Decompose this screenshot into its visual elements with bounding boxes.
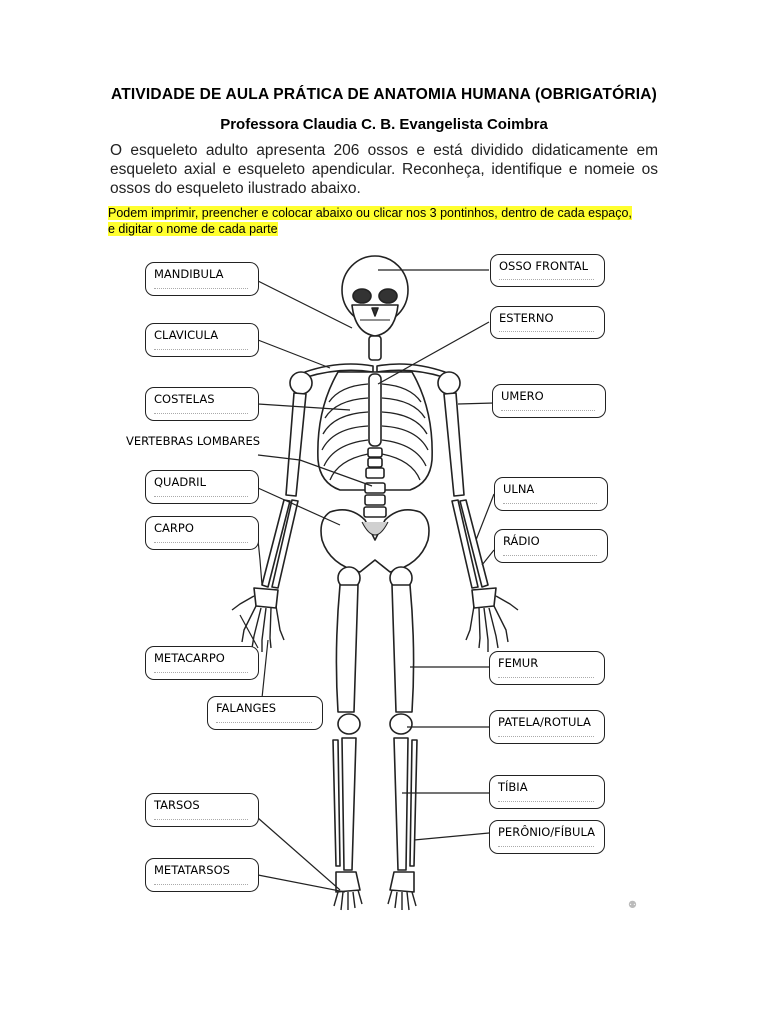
answer-dots <box>154 496 248 497</box>
label-metatarsos: METATARSOS <box>154 863 230 877</box>
label-tibia: TÍBIA <box>498 780 528 794</box>
answer-dots <box>501 410 595 411</box>
label-carpo: CARPO <box>154 521 194 535</box>
label-patela: PATELA/ROTULA <box>498 715 591 729</box>
label-box-peronio[interactable] <box>489 820 605 854</box>
answer-dots <box>498 846 594 847</box>
label-tarsos: TARSOS <box>154 798 200 812</box>
label-box-tibia[interactable] <box>489 775 605 809</box>
page-title: ATIVIDADE DE AULA PRÁTICA DE ANATOMIA HUMANA (OBRIGATÓRIA) <box>110 86 658 103</box>
label-box-quadril[interactable] <box>145 470 259 504</box>
label-box-esterno[interactable] <box>490 306 605 339</box>
hand-right <box>472 588 496 608</box>
instruction-line-1: Podem imprimir, preencher e colocar abaixo ou clicar nos 3 pontinhos, dentro de cada espaço, <box>108 206 632 220</box>
instruction-line-2: e digitar o nome de cada parte <box>108 221 278 236</box>
femur-right <box>392 585 414 712</box>
label-box-femur[interactable] <box>489 651 605 685</box>
pelvis <box>321 510 429 572</box>
label-vertebras-lombares: VERTEBRAS LOMBARES <box>126 434 261 448</box>
answer-dots <box>154 349 248 350</box>
answer-dots <box>154 542 248 543</box>
label-metacarpo: METACARPO <box>154 651 225 665</box>
answer-dots <box>499 279 594 280</box>
label-box-falanges[interactable] <box>207 696 323 730</box>
intro-paragraph: O esqueleto adulto apresenta 206 ossos e está dividido didaticamente em esqueleto axial e esqueleto apendicular. Reconheça, identifique e nomeie os ossos do esqueleto ilustrado abaixo. <box>110 142 658 197</box>
label-box-costelas[interactable] <box>145 387 259 421</box>
label-costelas: COSTELAS <box>154 392 215 406</box>
teacher-name: Professora Claudia C. B. Evangelista Coimbra <box>220 116 548 133</box>
label-box-radio[interactable] <box>494 529 608 563</box>
label-box-ulna[interactable] <box>494 477 608 511</box>
label-mandibula: MANDIBULA <box>154 267 224 281</box>
label-box-metacarpo[interactable] <box>145 646 259 680</box>
answer-dots <box>498 736 594 737</box>
label-box-osso-frontal[interactable] <box>490 254 605 287</box>
answer-dots <box>499 331 594 332</box>
sternum <box>369 374 381 446</box>
patella-left <box>338 714 360 734</box>
label-box-carpo[interactable] <box>145 516 259 550</box>
tibia-left <box>342 738 356 870</box>
label-esterno: ESTERNO <box>499 311 554 325</box>
label-falanges: FALANGES <box>216 701 277 715</box>
fibula-right <box>410 740 417 866</box>
patella-right <box>390 714 412 734</box>
foot-right <box>390 872 414 892</box>
label-peronio: PERÔNIO/FÍBULA <box>498 825 596 839</box>
label-box-clavicula[interactable] <box>145 323 259 357</box>
answer-dots <box>503 555 597 556</box>
label-clavicula: CLAVICULA <box>154 328 219 342</box>
answer-dots <box>154 884 248 885</box>
label-box-metatarsos[interactable] <box>145 858 259 892</box>
answer-dots <box>498 801 594 802</box>
label-osso-frontal: OSSO FRONTAL <box>499 259 589 273</box>
label-box-patela[interactable] <box>489 710 605 744</box>
answer-dots <box>154 413 248 414</box>
label-box-umero[interactable] <box>492 384 606 418</box>
tibia-right <box>394 738 408 870</box>
humerus-right <box>444 393 464 496</box>
answer-dots <box>154 819 248 820</box>
label-femur: FEMUR <box>498 656 539 670</box>
answer-dots <box>503 503 597 504</box>
answer-dots <box>154 288 248 289</box>
humerus-left <box>286 393 306 496</box>
label-box-tarsos[interactable] <box>145 793 259 827</box>
label-ulna: ULNA <box>503 482 535 496</box>
label-radio: RÁDIO <box>503 534 540 548</box>
label-quadril: QUADRIL <box>154 475 206 489</box>
label-box-mandibula[interactable] <box>145 262 259 296</box>
answer-dots <box>154 672 248 673</box>
answer-dots <box>498 677 594 678</box>
hand-left <box>254 588 278 608</box>
watermark-icon: ⚉ <box>628 900 637 911</box>
femur-left <box>336 585 358 712</box>
label-umero: UMERO <box>501 389 544 403</box>
fibula-left <box>333 740 340 866</box>
answer-dots <box>216 722 312 723</box>
